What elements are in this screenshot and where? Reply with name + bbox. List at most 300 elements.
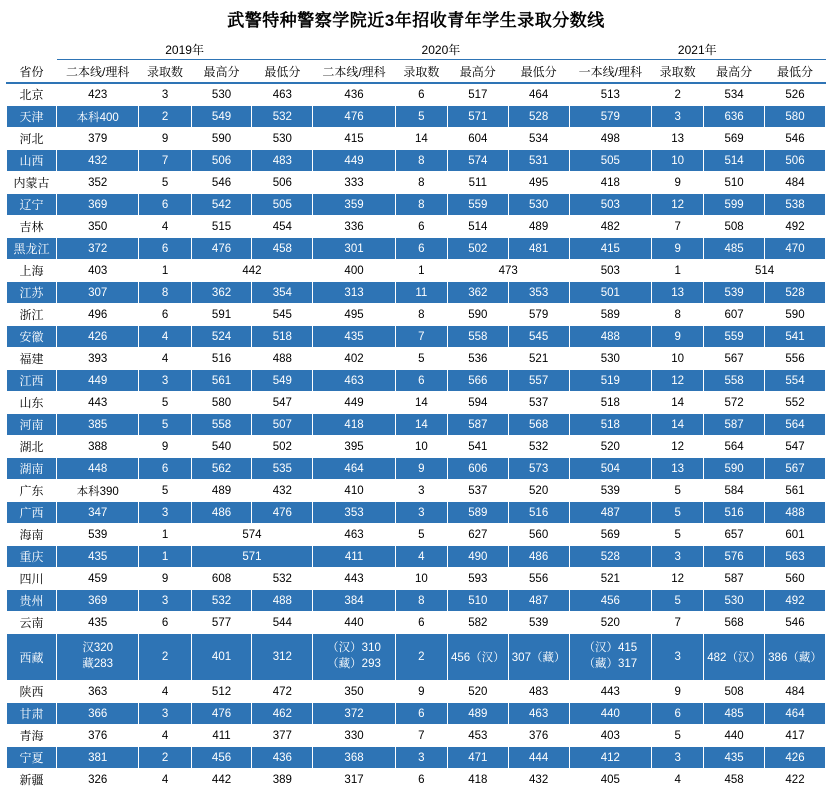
score-cell: 502 <box>252 436 313 458</box>
score-cell: 606 <box>447 458 508 480</box>
score-cell: 556 <box>508 568 569 590</box>
score-cell: 8 <box>395 150 447 172</box>
score-cell: 534 <box>704 83 765 106</box>
score-cell: 558 <box>191 414 252 436</box>
score-cell: 411 <box>313 546 396 568</box>
score-cell: 532 <box>252 568 313 590</box>
province-cell: 西藏 <box>7 634 57 681</box>
score-cell: 518 <box>569 392 652 414</box>
score-cell: 5 <box>652 725 704 747</box>
score-cell: 14 <box>652 392 704 414</box>
score-cell: 12 <box>652 568 704 590</box>
score-cell: 353 <box>508 282 569 304</box>
province-cell: 山东 <box>7 392 57 414</box>
score-cell: 3 <box>652 106 704 128</box>
score-cell: 539 <box>508 612 569 634</box>
score-cell: 本科400 <box>56 106 139 128</box>
score-cell: 506 <box>191 150 252 172</box>
score-cell: 442 <box>191 769 252 791</box>
province-cell: 河北 <box>7 128 57 150</box>
score-cell: 536 <box>447 348 508 370</box>
score-cell: 476 <box>252 502 313 524</box>
score-cell: 580 <box>765 106 826 128</box>
score-cell: 13 <box>652 282 704 304</box>
score-cell: 372 <box>313 703 396 725</box>
score-cell: 569 <box>704 128 765 150</box>
score-cell: 483 <box>508 681 569 703</box>
score-cell: 454 <box>252 216 313 238</box>
header-2019-2: 录取数 <box>139 60 191 84</box>
score-cell: 483 <box>252 150 313 172</box>
score-cell: 503 <box>569 194 652 216</box>
score-cell: 359 <box>313 194 396 216</box>
score-cell: 412 <box>569 747 652 769</box>
score-cell: 590 <box>447 304 508 326</box>
header-province: 省份 <box>7 60 57 84</box>
table-row <box>7 194 826 216</box>
score-cell: 568 <box>508 414 569 436</box>
score-cell: 5 <box>652 524 704 546</box>
score-cell: 521 <box>508 348 569 370</box>
score-cell: 9 <box>395 681 447 703</box>
score-cell: 571 <box>447 106 508 128</box>
score-cell: 401 <box>191 634 252 681</box>
score-cell: 579 <box>569 106 652 128</box>
score-cell: 535 <box>252 458 313 480</box>
table-row <box>7 681 826 703</box>
score-cell: 301 <box>313 238 396 260</box>
province-cell: 湖北 <box>7 436 57 458</box>
score-cell: 464 <box>765 703 826 725</box>
score-cell: 574 <box>447 150 508 172</box>
score-cell: 489 <box>191 480 252 502</box>
score-cell: 410 <box>313 480 396 502</box>
score-cell-merged: 571 <box>191 546 313 568</box>
score-cell: 449 <box>313 150 396 172</box>
province-cell: 内蒙古 <box>7 172 57 194</box>
score-cell: 4 <box>139 216 191 238</box>
score-cell-merged: 514 <box>704 260 826 282</box>
score-cell: 484 <box>765 172 826 194</box>
province-cell: 云南 <box>7 612 57 634</box>
header-2019-3: 最高分 <box>191 60 252 84</box>
province-cell: 湖南 <box>7 458 57 480</box>
score-cell: 3 <box>139 83 191 106</box>
province-cell: 天津 <box>7 106 57 128</box>
table-row <box>7 370 826 392</box>
score-cell: 3 <box>395 480 447 502</box>
province-cell: 吉林 <box>7 216 57 238</box>
score-cell: 505 <box>569 150 652 172</box>
score-cell: 403 <box>569 725 652 747</box>
score-cell: 589 <box>447 502 508 524</box>
score-cell: 573 <box>508 458 569 480</box>
score-cell: 587 <box>704 414 765 436</box>
province-cell: 新疆 <box>7 769 57 791</box>
score-cell: 432 <box>252 480 313 502</box>
score-cell: 464 <box>313 458 396 480</box>
table-row <box>7 769 826 791</box>
score-cell: 568 <box>704 612 765 634</box>
table-row <box>7 106 826 128</box>
table-row <box>7 260 826 282</box>
score-cell: 580 <box>191 392 252 414</box>
score-cell: 593 <box>447 568 508 590</box>
score-cell: 330 <box>313 725 396 747</box>
score-cell: 528 <box>508 106 569 128</box>
score-cell: 513 <box>569 83 652 106</box>
score-cell: 472 <box>252 681 313 703</box>
score-cell: 560 <box>508 524 569 546</box>
score-cell: 7 <box>652 216 704 238</box>
score-cell: 504 <box>569 458 652 480</box>
score-cell: 498 <box>569 128 652 150</box>
score-cell: 462 <box>252 703 313 725</box>
score-cell: 2 <box>139 106 191 128</box>
score-cell: 627 <box>447 524 508 546</box>
score-cell: 389 <box>252 769 313 791</box>
table-row <box>7 502 826 524</box>
table-row <box>7 458 826 480</box>
score-cell: 530 <box>191 83 252 106</box>
score-cell: 350 <box>56 216 139 238</box>
score-cell: 453 <box>447 725 508 747</box>
score-cell: 6 <box>139 238 191 260</box>
score-cell: 1 <box>139 260 191 282</box>
score-cell: 488 <box>252 348 313 370</box>
score-cell: 459 <box>56 568 139 590</box>
score-cell: 432 <box>508 769 569 791</box>
year-header-1: 2019年 <box>56 39 312 60</box>
score-cell: 496 <box>56 304 139 326</box>
score-cell: 368 <box>313 747 396 769</box>
score-cell: 495 <box>313 304 396 326</box>
header-2020-1: 二本线/理科 <box>313 60 396 84</box>
score-cell: 552 <box>765 392 826 414</box>
score-cell: 366 <box>56 703 139 725</box>
province-cell: 北京 <box>7 83 57 106</box>
score-cell: 590 <box>704 458 765 480</box>
score-cell: 443 <box>313 568 396 590</box>
score-cell: 532 <box>252 106 313 128</box>
score-cell: 2 <box>395 634 447 681</box>
score-cell: 530 <box>508 194 569 216</box>
score-cell: 353 <box>313 502 396 524</box>
score-cell: 333 <box>313 172 396 194</box>
score-cell: 388 <box>56 436 139 458</box>
score-cell: 563 <box>765 546 826 568</box>
score-cell: 463 <box>313 370 396 392</box>
score-cell: 486 <box>508 546 569 568</box>
score-cell: 6 <box>395 703 447 725</box>
score-cell: 2 <box>139 747 191 769</box>
province-cell: 山西 <box>7 150 57 172</box>
score-cell: 557 <box>508 370 569 392</box>
score-cell: 440 <box>704 725 765 747</box>
score-cell: 520 <box>569 612 652 634</box>
table-row <box>7 590 826 612</box>
score-cell: 561 <box>191 370 252 392</box>
score-cell: 13 <box>652 128 704 150</box>
score-cell: 532 <box>191 590 252 612</box>
score-cell: 379 <box>56 128 139 150</box>
score-cell: 584 <box>704 480 765 502</box>
score-cell: 7 <box>652 612 704 634</box>
score-cell: 403 <box>56 260 139 282</box>
score-cell: 3 <box>395 502 447 524</box>
score-cell: 4 <box>139 326 191 348</box>
score-cell: 520 <box>447 681 508 703</box>
score-cell: 482 <box>569 216 652 238</box>
score-cell: 487 <box>508 590 569 612</box>
score-cell: 347 <box>56 502 139 524</box>
score-cell: 546 <box>191 172 252 194</box>
score-cell: 10 <box>395 568 447 590</box>
score-cell: 489 <box>508 216 569 238</box>
header-2021-1: 一本线/理科 <box>569 60 652 84</box>
score-cell: 542 <box>191 194 252 216</box>
score-cell: 569 <box>569 524 652 546</box>
score-cell: 470 <box>765 238 826 260</box>
score-cell: 560 <box>765 568 826 590</box>
score-cell: 5 <box>395 524 447 546</box>
table-row <box>7 326 826 348</box>
score-cell: 6 <box>395 83 447 106</box>
score-cell: 9 <box>395 458 447 480</box>
score-cell: 5 <box>139 392 191 414</box>
score-cell: 362 <box>447 282 508 304</box>
score-cell: 14 <box>652 414 704 436</box>
score-cell: 440 <box>569 703 652 725</box>
score-cell: 14 <box>395 392 447 414</box>
score-cell: 418 <box>313 414 396 436</box>
score-cell: 516 <box>704 502 765 524</box>
score-cell: 524 <box>191 326 252 348</box>
stacked-value: （汉）415 （藏）317 <box>583 642 638 670</box>
score-cell: 558 <box>447 326 508 348</box>
score-cell: 12 <box>652 370 704 392</box>
score-cell: 517 <box>447 83 508 106</box>
score-cell: 471 <box>447 747 508 769</box>
score-cell: 402 <box>313 348 396 370</box>
score-cell: 562 <box>191 458 252 480</box>
year-header-blank <box>7 39 57 60</box>
score-cell: 6 <box>139 194 191 216</box>
table-body <box>7 39 826 791</box>
score-cell: 487 <box>569 502 652 524</box>
score-cell: 385 <box>56 414 139 436</box>
score-cell: 516 <box>191 348 252 370</box>
table-row <box>7 216 826 238</box>
table-row <box>7 282 826 304</box>
page-title: 武警特种警察学院近3年招收青年学生录取分数线 <box>227 11 605 30</box>
score-cell: 9 <box>139 568 191 590</box>
header-2021-3: 最高分 <box>704 60 765 84</box>
province-cell: 浙江 <box>7 304 57 326</box>
table-row <box>7 150 826 172</box>
score-cell: 8 <box>395 194 447 216</box>
score-cell: 10 <box>652 348 704 370</box>
header-2019-1: 二本线/理科 <box>56 60 139 84</box>
province-cell: 甘肃 <box>7 703 57 725</box>
score-cell: 405 <box>569 769 652 791</box>
score-cell: 604 <box>447 128 508 150</box>
score-cell: 545 <box>508 326 569 348</box>
score-cell: 554 <box>765 370 826 392</box>
score-cell: 2 <box>139 634 191 681</box>
header-2021-2: 录取数 <box>652 60 704 84</box>
score-cell: 567 <box>765 458 826 480</box>
score-cell: 443 <box>56 392 139 414</box>
table-row <box>7 238 826 260</box>
score-cell: 503 <box>569 260 652 282</box>
province-cell: 江西 <box>7 370 57 392</box>
score-cell: 579 <box>508 304 569 326</box>
table-row <box>7 612 826 634</box>
score-cell: 418 <box>569 172 652 194</box>
score-cell: 590 <box>191 128 252 150</box>
score-cell: 549 <box>191 106 252 128</box>
score-cell: 545 <box>252 304 313 326</box>
score-cell: 435 <box>56 612 139 634</box>
score-cell: 3 <box>139 590 191 612</box>
score-cell: 307（藏） <box>508 634 569 681</box>
score-cell: 526 <box>765 83 826 106</box>
score-cell: 532 <box>508 436 569 458</box>
score-cell: 507 <box>252 414 313 436</box>
score-cell: 6 <box>395 216 447 238</box>
score-cell: 376 <box>56 725 139 747</box>
score-cell: 546 <box>765 612 826 634</box>
stacked-value: （汉）310 （藏）293 <box>327 642 381 670</box>
score-cell: 4 <box>139 725 191 747</box>
score-cell: 508 <box>704 216 765 238</box>
table-row <box>7 725 826 747</box>
score-cell: 3 <box>139 370 191 392</box>
score-cell: 463 <box>313 524 396 546</box>
score-cell: 3 <box>395 747 447 769</box>
score-cell: 511 <box>447 172 508 194</box>
score-cell: 440 <box>313 612 396 634</box>
score-cell: 369 <box>56 590 139 612</box>
score-cell: 463 <box>252 83 313 106</box>
score-cell: 492 <box>765 590 826 612</box>
score-cell: 530 <box>569 348 652 370</box>
score-cell: 485 <box>704 238 765 260</box>
score-cell: 326 <box>56 769 139 791</box>
score-cell: 352 <box>56 172 139 194</box>
score-cell: 448 <box>56 458 139 480</box>
score-cell: 307 <box>56 282 139 304</box>
score-cell: 541 <box>765 326 826 348</box>
score-cell: 456 <box>569 590 652 612</box>
province-cell: 安徽 <box>7 326 57 348</box>
score-cell: 8 <box>652 304 704 326</box>
province-cell: 上海 <box>7 260 57 282</box>
score-cell: 411 <box>191 725 252 747</box>
score-cell: 384 <box>313 590 396 612</box>
score-cell: 464 <box>508 83 569 106</box>
score-cell: 657 <box>704 524 765 546</box>
province-cell: 重庆 <box>7 546 57 568</box>
header-2019-4: 最低分 <box>252 60 313 84</box>
score-cell: 6 <box>139 304 191 326</box>
province-cell: 贵州 <box>7 590 57 612</box>
score-cell: 449 <box>56 370 139 392</box>
column-header-row <box>7 60 826 84</box>
score-cell: 5 <box>395 348 447 370</box>
score-cell: 519 <box>569 370 652 392</box>
table-row <box>7 568 826 590</box>
score-cell: 537 <box>447 480 508 502</box>
score-cell: 3 <box>139 502 191 524</box>
score-cell: 512 <box>191 681 252 703</box>
province-cell: 江苏 <box>7 282 57 304</box>
score-cell: 530 <box>704 590 765 612</box>
table-row <box>7 546 826 568</box>
province-cell: 宁夏 <box>7 747 57 769</box>
year-header-3: 2021年 <box>569 39 825 60</box>
score-cell: 514 <box>447 216 508 238</box>
score-cell: 514 <box>704 150 765 172</box>
score-cell: 6 <box>395 612 447 634</box>
score-cell: 492 <box>765 216 826 238</box>
score-cell: 369 <box>56 194 139 216</box>
score-cell: 539 <box>704 282 765 304</box>
score-cell: 9 <box>652 681 704 703</box>
score-cell: 463 <box>508 703 569 725</box>
score-cell: 415 <box>569 238 652 260</box>
score-cell: 432 <box>56 150 139 172</box>
score-cell: 567 <box>704 348 765 370</box>
score-cell: 8 <box>395 590 447 612</box>
province-cell: 福建 <box>7 348 57 370</box>
score-cell: 495 <box>508 172 569 194</box>
header-2021-4: 最低分 <box>765 60 826 84</box>
province-cell: 河南 <box>7 414 57 436</box>
score-cell: 3 <box>652 747 704 769</box>
table-row <box>7 83 826 106</box>
score-cell: 449 <box>313 392 396 414</box>
score-cell: 488 <box>765 502 826 524</box>
score-cell: 5 <box>652 502 704 524</box>
score-cell: 14 <box>395 414 447 436</box>
stacked-value: 汉320 藏283 <box>82 642 114 670</box>
province-cell: 海南 <box>7 524 57 546</box>
score-cell: 515 <box>191 216 252 238</box>
score-cell: 484 <box>765 681 826 703</box>
score-cell: 436 <box>313 83 396 106</box>
score-cell: 435 <box>704 747 765 769</box>
score-cell-merged: 473 <box>447 260 569 282</box>
score-cell: 400 <box>313 260 396 282</box>
score-cell: 488 <box>569 326 652 348</box>
header-2020-2: 录取数 <box>395 60 447 84</box>
score-cell: 6 <box>652 703 704 725</box>
score-cell: 501 <box>569 282 652 304</box>
score-cell: 5 <box>652 480 704 502</box>
score-cell: 518 <box>252 326 313 348</box>
score-cell: 381 <box>56 747 139 769</box>
score-cell: 1 <box>139 524 191 546</box>
score-cell: 435 <box>313 326 396 348</box>
score-cell: 520 <box>569 436 652 458</box>
score-cell: 505 <box>252 194 313 216</box>
score-cell: 547 <box>252 392 313 414</box>
score-cell: 7 <box>395 326 447 348</box>
score-cell: 1 <box>395 260 447 282</box>
province-cell: 黑龙江 <box>7 238 57 260</box>
